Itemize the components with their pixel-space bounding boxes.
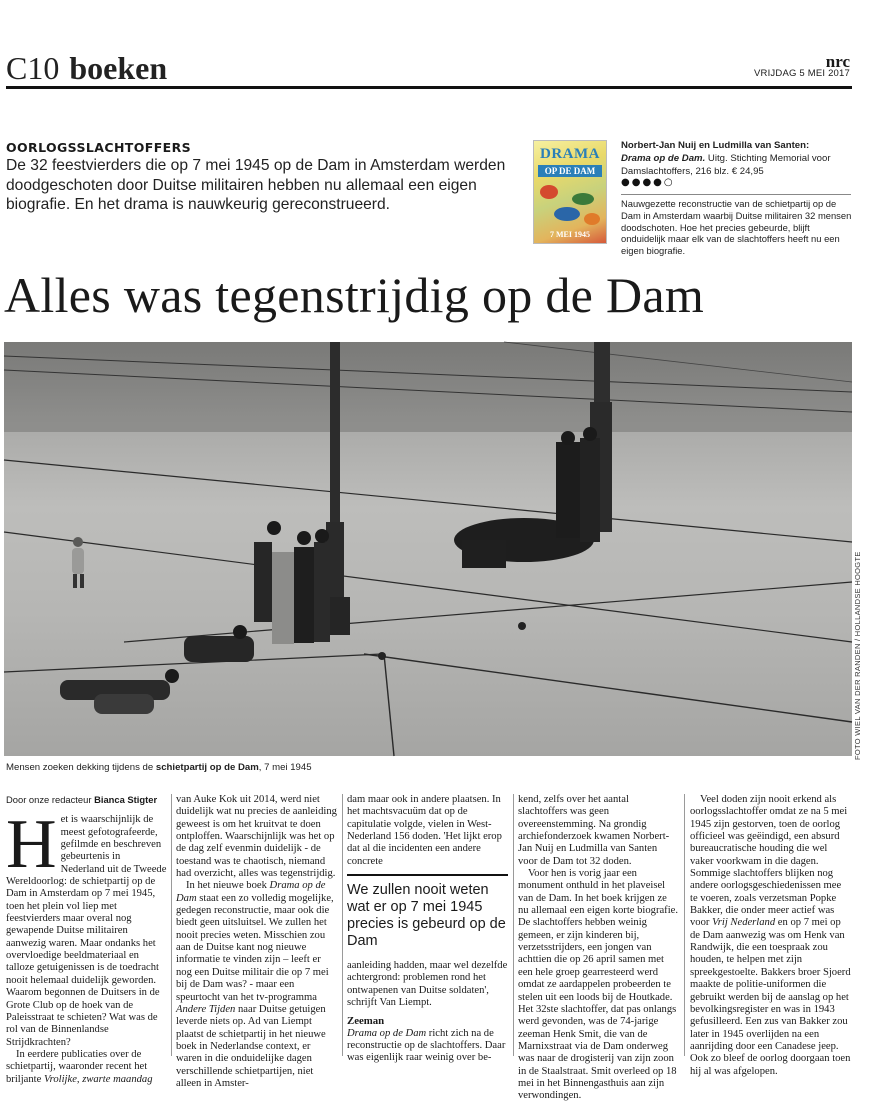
rating-stars: ●●●●○	[621, 177, 675, 188]
article-paragraph	[6, 806, 167, 1049]
cover-title: DRAMA	[540, 146, 600, 162]
article-column-4	[518, 794, 679, 1103]
book-description: Nauwgezette reconstructie van de schietpartij op de Dam in Amsterdam waarbij Duitse militairen 32 mensen doodschoten. Hoe het precies gebeurde, blijft onduidelijk maar elk van de slachtoffers heeft nu een eigen biografie.	[621, 198, 852, 257]
article-column-1	[6, 794, 167, 1086]
author-name: Bianca Stigter	[94, 794, 158, 805]
pullquote: We zullen nooit weten wat er op 7 mei 1945 precies is gebeurd op de Dam	[347, 882, 506, 950]
photo-credit-text: FOTO WIEL VAN DER RANDEN / HOLLANDSE HOOGTE	[853, 551, 862, 760]
article-paragraph	[690, 794, 851, 1078]
article-paragraph: van Auke Kok uit 2014, werd niet duidelijk wat nu precies de aanleiding geweest is om het kruitvat te doen ontploffen. Waarschijnlijk was het op de dag zelf evenmin duidelijk - de toestand was te chaotisch, niemand had overzicht, alles was tegenstrijdig.	[176, 794, 337, 880]
paragraph-text: richt zich na de reconstructie op de slachtoffers. Daar was eigenlijk raar weinig over be-	[347, 1027, 506, 1064]
book-authors: Norbert-Jan Nuij en Ludmilla van Santen:	[621, 140, 810, 151]
paragraph-text: staat een zo volledig mogelijke, gedegen reconstructie, maar ook die biedt geen uitsluitsel. We zullen het nooit precies weten. Misschien zou aan de Duitse kant nog nieuwe informatie te vinden zijn – leeft er nog een Duitse militair die op 7 mei bij de Dam was? - maar een speurtocht van het tv-programma	[176, 892, 334, 1003]
caption-emphasis: schietpartij op de Dam	[155, 762, 259, 773]
paragraph-text: Veel doden zijn nooit erkend als oorlogsslachtoffer omdat ze na 5 mei 1945 zijn gestorven, toen de oorlog officieel was geëindigd, een absurd bureaucratische houding die wel vaker voorkwam in die dagen. Sommige slachtoffers blijken nog andere oorlogsgeschiedenissen mee te voeren, zoals verzetsman Popke Bakker, die onder meer actief was voor	[690, 794, 848, 929]
section-header	[6, 50, 167, 87]
issue-date: VRIJDAG 5 MEI 2017	[754, 68, 850, 79]
book-divider	[621, 194, 851, 195]
cover-subtitle: OP DE DAM	[538, 165, 602, 177]
column-divider	[513, 794, 514, 1056]
cover-figure-shape	[554, 207, 580, 221]
cover-figure-shape	[540, 185, 558, 199]
headline: Alles was tegenstrijdig op de Dam	[4, 267, 705, 323]
paragraph-text: en op 7 mei op de Dam aanwezig was om Henk van Randwijk, die een toespraak zou houden, te helpen met zijn spreekgestoelte. Bakkers broer Sjoerd maakte de politie-uniformen die gebruikt werden bij de aanslag op het bevolkingsregister en was in 1943 gefusilleerd. Een zus van Bakker zou later in 1945 overlijden na een aanrijding door een Canadese jeep. Ook zo bleef de oorlog doorgaan toen hij al was afgelopen.	[690, 917, 851, 1077]
article-paragraph	[176, 880, 337, 1090]
book-reference: Vrolijke, zwarte maandag	[43, 1073, 153, 1085]
paragraph-text: naar Duitse getuigen leverde niets op. Ad van Liempt plaatst de schietpartij in het nieuwe boek in Nederlandse context, er waren in die onduidelijke dagen verschillende schietpartijen, niet alleen in Amster-	[176, 1003, 326, 1089]
column-divider	[684, 794, 685, 1056]
page-number: C10	[6, 50, 60, 86]
article-column-3	[347, 794, 508, 1065]
article-paragraph: kend, zelfs over het aantal slachtoffers was geen overeenstemming. Na grondig archiefonderzoek kwamen Norbert-Jan Nuij en Ludmilla van Santen voor de Dam tot 32 doden.	[518, 794, 670, 867]
tv-program-reference: Andere Tijden	[176, 1003, 236, 1015]
book-title: Drama op de Dam.	[621, 152, 706, 164]
cover-figure-shape	[572, 193, 594, 205]
book-reference: Drama op de Dam	[176, 880, 326, 904]
section-name: boeken	[69, 50, 168, 86]
article-photo	[4, 342, 852, 756]
paragraph-text: In het nieuwe boek	[186, 880, 270, 892]
pullquote-rule	[347, 874, 508, 876]
book-reference: Drama op de Dam	[347, 1027, 427, 1039]
article-paragraph: Voor hen is vorig jaar een monument onthuld in het plaveisel van de Dam. In het boek krijgen ze nu allemaal een eigen korte biografie. De slachtoffers hebben weinig gemeen, er zijn kinderen bij, verzetsstrijders, een jongen van achttien die op 26 april samen met een hele groep gearresteerd werd omdat ze aardappelen probeerden te stelen uit een loods bij de Houtkade. Het 32ste slachtoffer, dat pas onlangs werd gevonden, was de 74-jarige zeeman Henk Smit, die van de Marnixstraat via de Dam onderweg was naar de drogisterij van zijn zoon in de Staalstraat. Smit overleed op 18 mei in het Binnengasthuis aan zijn verwondingen.	[518, 868, 679, 1102]
paragraph-text: In eerdere publicaties over de schietpartij, waaronder recent het briljante	[6, 1048, 148, 1085]
book-info	[621, 140, 851, 178]
article-column-5	[690, 794, 851, 1078]
article-paragraph	[6, 1049, 167, 1086]
caption-text: Mensen zoeken dekking tijdens de	[6, 762, 156, 773]
photo-caption	[6, 762, 312, 773]
byline	[6, 794, 167, 806]
photo-illustration	[4, 342, 852, 756]
byline-prefix: Door onze redacteur	[6, 794, 95, 805]
subheading: Zeeman	[347, 1015, 385, 1028]
article-paragraph: aanleiding hadden, maar wel dezelfde achtergrond: problemen rond het ontwapenen van Duitse soldaten', schrijft Van Liempt.	[347, 960, 508, 1009]
magazine-reference: Vrij Nederland	[712, 917, 776, 929]
book-cover	[533, 140, 607, 244]
intro-text: De 32 feestvierders die op 7 mei 1945 op de Dam in Amsterdam werden doodgeschoten door Duitse militairen hebben nu allemaal een eigen biografie. En het drama is nauwkeurig gereconstrueerd.	[6, 157, 506, 213]
column-divider	[171, 794, 172, 1056]
cover-figure-shape	[584, 213, 600, 225]
article-paragraph: dam maar ook in andere plaatsen. In het machtsvacuüm dat op de capitulatie volgde, vielen in West-Nederland 156 doden. 'Het lijkt erop dat al die incidenten een andere concrete	[347, 794, 502, 867]
caption-date: , 7 mei 1945	[258, 762, 312, 773]
newspaper-logo: nrc	[825, 52, 850, 71]
drop-cap: H	[6, 806, 57, 884]
article-paragraph	[347, 1028, 508, 1065]
article-column-2	[176, 794, 337, 1090]
kicker: OORLOGSSLACHTOFFERS	[6, 140, 191, 155]
book-publisher: Uitg. Stichting Memorial voor Damslachtoffers, 216 blz. € 24,95	[621, 152, 831, 177]
column-divider	[342, 794, 343, 1056]
cover-date: 7 MEI 1945	[550, 230, 590, 239]
paragraph-text: et is waarschijnlijk de meest gefotografeerde, gefilmde en beschreven gebeurtenis in Nederland uit de Tweede Wereldoorlog: de schietpartij op de Dam in Amsterdam op 7 mei 1945, toen het plein vol liep met feestvierders maar overal nog gewapende Duitse militairen aanwezig waren. Maar ondanks het overvloedige beeldmateriaal en talloze getuigenissen is de toedracht nooit helemaal duidelijk geworden. Waarom begonnen de Duitsers in de Grote Club op de hoek van de Paleisstraat te schieten? Wat was de rol van de Binnenlandse Strijdkrachten?	[6, 814, 167, 1048]
header-rule	[6, 86, 852, 89]
